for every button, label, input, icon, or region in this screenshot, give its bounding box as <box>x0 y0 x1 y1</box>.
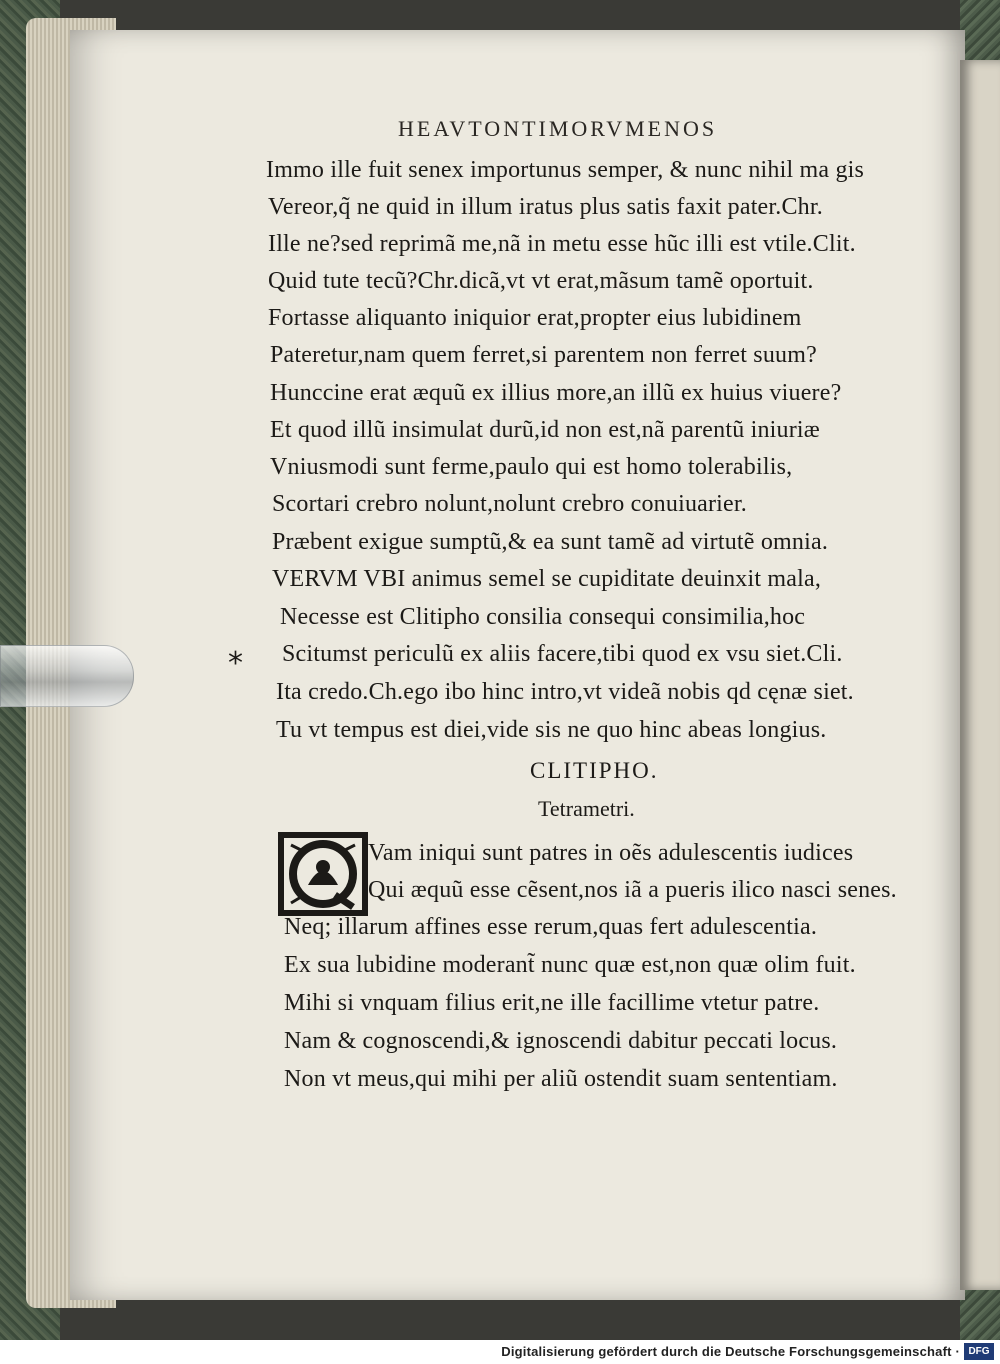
text-line: VERVM VBI animus semel se cupiditate deuinxit mala, <box>272 566 822 592</box>
text-line: Vniusmodi sunt ferme,paulo qui est homo tolerabilis, <box>270 454 793 480</box>
text-line: Scortari crebro nolunt,nolunt crebro conuiuarier. <box>272 491 747 517</box>
text-line: Vam iniqui sunt patres in oẽs adulescentis iudices <box>368 840 854 866</box>
text-line: Ita credo.Ch.ego ibo hinc intro,vt videã nobis qd cęnæ siet. <box>276 679 854 705</box>
marginal-asterisk: * <box>228 646 243 681</box>
text-line: Vereor,q̃ ne quid in illum iratus plus satis faxit pater.Chr. <box>268 194 823 220</box>
dfg-logo: DFG <box>964 1343 994 1360</box>
glass-page-weight <box>0 645 134 707</box>
text-line: Qui æquũ esse cẽsent,nos iã a pueris ilico nasci senes. <box>368 877 897 903</box>
text-line: Nam & cognoscendi,& ignoscendi dabitur peccati locus. <box>284 1028 838 1054</box>
text-line: Scitumst periculũ ex aliis facere,tibi quod ex vsu siet.Cli. <box>282 641 843 667</box>
text-line: Quid tute tecũ?Chr.dicã,vt vt erat,mãsum tamẽ oportuit. <box>268 268 814 294</box>
speaker-heading: CLITIPHO. <box>530 758 659 783</box>
text-line: Ille ne?sed reprimã me,nã in metu esse hũc illi est vtile.Clit. <box>268 231 856 257</box>
text-line: Pateretur,nam quem ferret,si parentem non ferret suum? <box>270 342 817 368</box>
facing-page-edge <box>960 60 1000 1290</box>
decorated-initial-q-icon <box>278 832 368 916</box>
meter-heading: Tetrametri. <box>538 796 635 821</box>
running-head: HEAVTONTIMORVMENOS <box>398 116 718 141</box>
text-line: Neq; illarum affines esse rerum,quas fert adulescentia. <box>284 914 818 940</box>
text-line: Immo ille fuit senex importunus semper, & nunc nihil ma gis <box>266 157 865 183</box>
text-line: Necesse est Clitipho consilia consequi consimilia,hoc <box>280 604 806 630</box>
footer-credit: Digitalisierung gefördert durch die Deutsche Forschungsgemeinschaft · <box>501 1344 960 1359</box>
text-line: Mihi si vnquam filius erit,ne ille facillime vtetur patre. <box>284 990 820 1016</box>
text-line: Hunccine erat æquũ ex illius more,an illũ ex huius viuere? <box>270 380 842 406</box>
text-line: Tu vt tempus est diei,vide sis ne quo hinc abeas longius. <box>276 717 827 743</box>
text-line: Non vt meus,qui mihi per aliũ ostendit suam sententiam. <box>284 1066 838 1092</box>
text-line: Ex sua lubidine moderant̃ nunc quæ est,non quæ olim fuit. <box>284 952 856 978</box>
text-line: Præbent exigue sumptũ,& ea sunt tamẽ ad virtutẽ omnia. <box>272 529 829 555</box>
text-line: Fortasse aliquanto iniquior erat,propter eius lubidinem <box>268 305 802 331</box>
text-line: Et quod illũ insimulat durũ,id non est,nã parentũ iniuriæ <box>270 417 821 443</box>
digitization-footer <box>0 1340 1000 1364</box>
